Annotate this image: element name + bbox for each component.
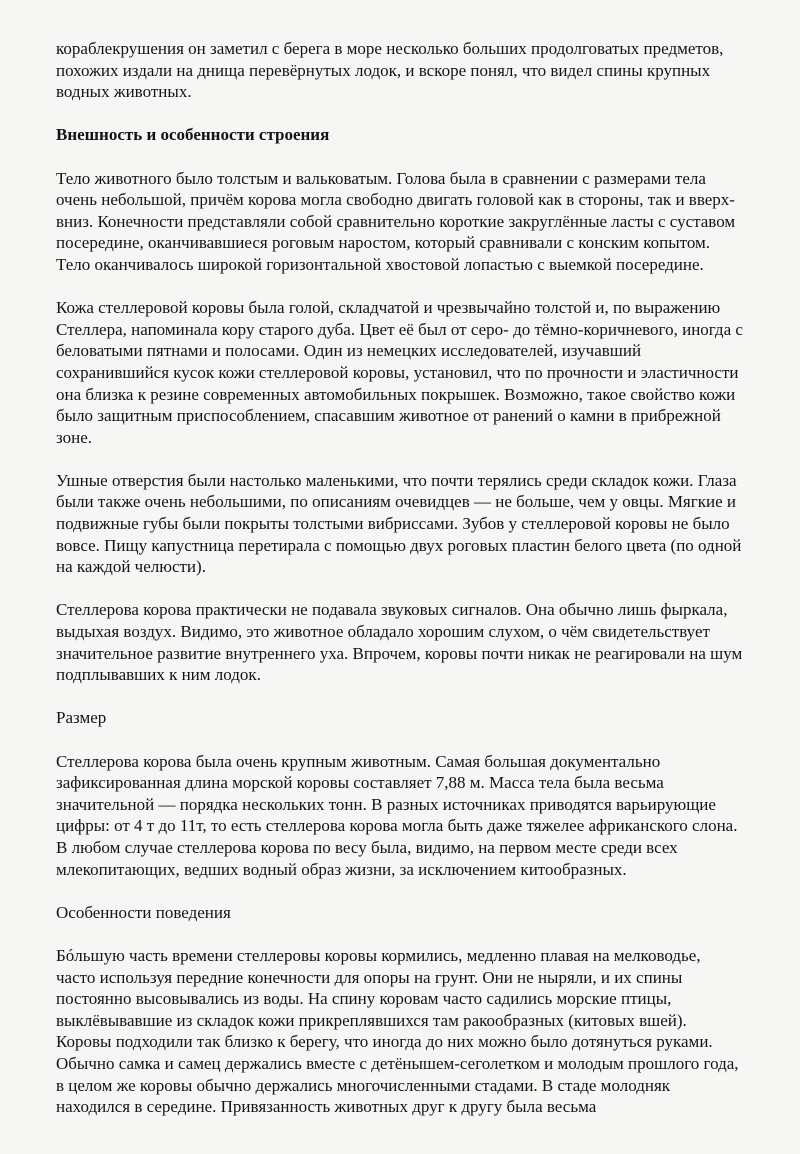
section-heading-appearance: Внешность и особенности строения: [56, 125, 330, 145]
paragraph-body-shape: Тело животного было толстым и вальковатым. Голова была в сравнении с размерами тела очень небольшой, причём корова могла свободно двигать головой как в стороны, так и вверх-вниз. Конечности представляли собой сравнительно короткие закруглённые ласты с суставом посередине, оканчивавшиеся роговым наростом, который сравнивали с конским копытом. Тело оканчивалось широкой горизонтальной хвостовой лопастью с выемкой посередине.: [56, 168, 736, 274]
paragraph-behavior: Бóльшую часть времени стеллеровы коровы кормились, медленно плавая на мелководье, часто используя передние конечности для опоры на грунт. Они не ныряли, и их спины постоянно высовывались из воды. На спину коровам часто садились морские птицы, выклёвывавшие из складок кожи прикреплявшихся там ракообразных (китовых вшей). Коровы подходили так близко к берегу, что иногда до них можно было дотянуться руками. Обычно самка и самец держались вместе с детёнышем-сеголетком и молодым прошлого года, в целом же коровы обычно держались многочисленными стадами. В стаде молодняк находился в середине. Привязанность животных друг к другу была весьма: [56, 945, 739, 1117]
paragraph-size: Стеллерова корова была очень крупным животным. Самая большая документально зафиксированная длина морской коровы составляет 7,88 м. Масса тела была весьма значительной — порядка нескольких тонн. В разных источниках приводятся варьирующие цифры: от 4 т до 11т, то есть стеллерова корова могла быть даже тяжелее африканского слона. В любом случае стеллерова корова по весу была, видимо, на первом месте среди всех млекопитающих, ведших водный образ жизни, за исключением китообразных.: [56, 751, 738, 879]
paragraph-senses: Ушные отверстия были настолько маленькими, что почти терялись среди складок кожи. Глаза были также очень небольшими, по описаниям очевидцев — не больше, чем у овцы. Мягкие и подвижные губы были покрыты толстыми вибриссами. Зубов у стеллеровой коровы не было вовсе. Пищу капустница перетирала с помощью двух роговых пластин белого цвета (по одной на каждой челюсти).: [56, 470, 742, 577]
paragraph-sounds: Стеллерова корова практически не подавала звуковых сигналов. Она обычно лишь фыркала, выдыхая воздух. Видимо, это животное обладало хорошим слухом, о чём свидетельствует значительное развитие внутреннего уха. Впрочем, коровы почти никак не реагировали на шум подплывавших к ним лодок.: [56, 600, 743, 685]
paragraph-skin: Кожа стеллеровой коровы была голой, складчатой и чрезвычайно толстой и, по выражению Стеллера, напоминала кору старого дуба. Цвет её был от серо- до тёмно-коричневого, иногда с беловатыми пятнами и полосами. Один из немецких исследователей, изучавший сохранившийся кусок кожи стеллеровой коровы, установил, что по прочности и эластичности она близка к резине современных автомобильных покрышек. Возможно, такое свойство кожи было защитным приспособлением, спасавшим животное от ранений о камни в прибрежной зоне.: [56, 298, 743, 447]
paragraph-intro-continued: кораблекрушения он заметил с берега в море несколько больших продолговатых предметов, похожих издали на днища перевёрнутых лодок, и вскоре понял, что видел спины крупных водных животных.: [56, 39, 724, 102]
section-heading-size: Размер: [56, 708, 107, 728]
section-heading-behavior: Особенности поведения: [56, 902, 231, 922]
